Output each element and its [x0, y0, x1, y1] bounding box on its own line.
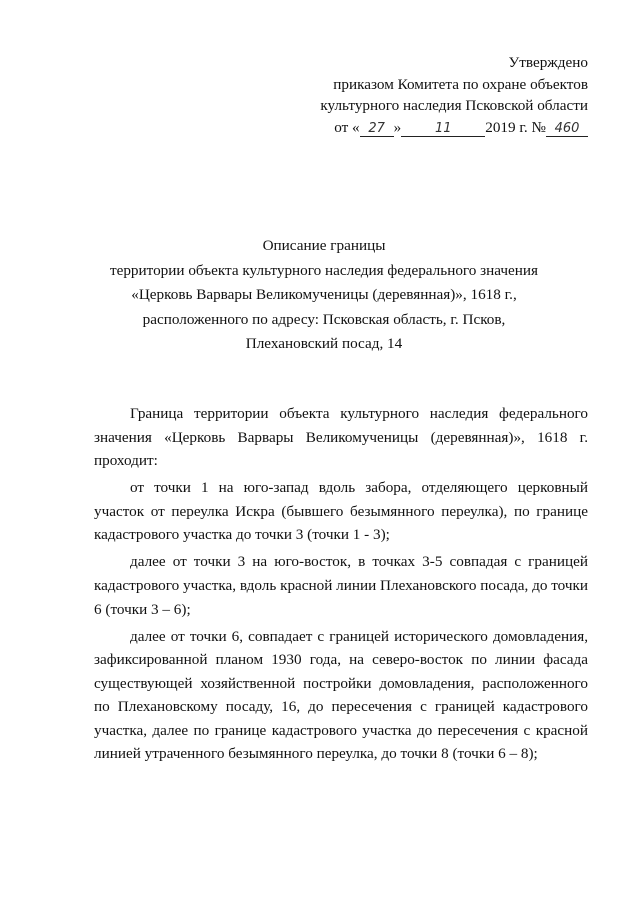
- order-line: приказом Комитета по охране объектов: [333, 75, 588, 93]
- organization-line: культурного наследия Псковской области: [320, 97, 588, 114]
- paragraph-intro: Граница территории объекта культурного наследия федерального значения «Церковь Варвары Великомученицы (деревянная)», 1618 г. проходит:: [94, 405, 588, 470]
- approved-label: Утверждено: [508, 54, 588, 71]
- order-date-line: [320, 117, 588, 139]
- handwritten-day: 27: [360, 122, 394, 137]
- handwritten-order-number: 460: [546, 122, 588, 137]
- title-line-1: Описание границы: [262, 237, 386, 254]
- handwritten-month: 11: [401, 122, 485, 137]
- title-line-4: расположенного по адресу: Псковская область, г. Псков,: [142, 310, 506, 328]
- document-title: [60, 234, 588, 357]
- approval-stamp: [320, 52, 588, 138]
- paragraph-points-1-3: от точки 1 на юго-запад вдоль забора, отделяющего церковный участок от переулка Искра (бывшего безымянного переулка), по границе кадастрового участка до точки 3 (точки 1 - 3);: [94, 479, 588, 544]
- paragraph-points-6-8: далее от точки 6, совпадает с границей исторического домовладения, зафиксированной планом 1930 года, на северо-восток по линии фасада существующей хозяйственной постройки домовладения, расположенного по Плехановскому посаду, 16, до пересечения с границей кадастрового участка, далее по границе кадастрового участка до пересечения с красной линией утраченного безымянного переулка, до точки 8 (точки 6 – 8);: [94, 627, 588, 763]
- date-mid: »: [393, 118, 402, 136]
- paragraph-points-3-6: далее от точки 3 на юго-восток, в точках 3-5 совпадая с границей кадастрового участка, вдоль красной линии Плехановского посада, до точки 6 (точки 3 – 6);: [94, 553, 588, 618]
- boundary-description: [94, 402, 588, 769]
- title-line-3: «Церковь Варвары Великомученицы (деревянная)», 1618 г.,: [131, 286, 517, 304]
- title-line-2: территории объекта культурного наследия федерального значения: [109, 261, 539, 279]
- date-prefix: от «: [334, 118, 360, 136]
- year-text: 2019 г. №: [485, 118, 546, 136]
- title-line-5: Плехановский посад, 14: [245, 335, 403, 353]
